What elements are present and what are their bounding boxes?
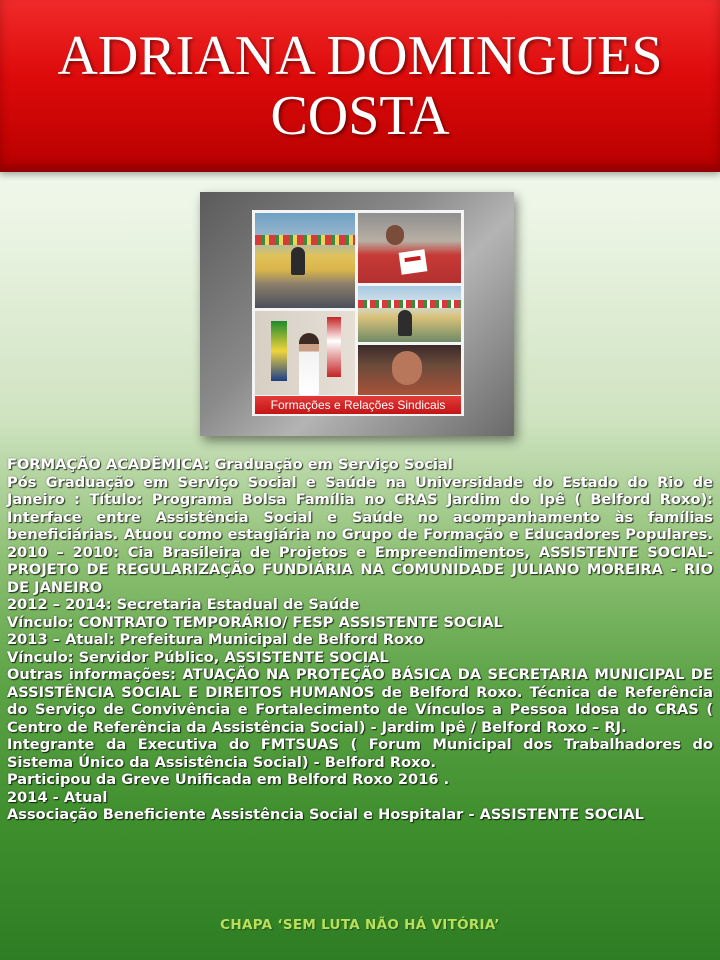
portrait-figure bbox=[299, 333, 319, 395]
photo-selfie bbox=[358, 345, 461, 395]
flowers-decoration bbox=[358, 300, 461, 308]
bio-line: Associação Beneficiente Assistência Social e Hospitalar - ASSISTENTE SOCIAL bbox=[7, 806, 644, 823]
title-line-2: COSTA bbox=[270, 85, 450, 147]
title-line-1: ADRIANA DOMINGUES bbox=[57, 25, 663, 87]
bio-line: 2012 – 2014: Secretaria Estadual de Saúde bbox=[7, 596, 360, 613]
protester-figure bbox=[386, 225, 404, 245]
photo-portrait-flags bbox=[255, 311, 355, 395]
photo-collage bbox=[252, 210, 464, 416]
footer-slogan: CHAPA ‘SEM LUTA NÃO HÁ VITÓRIA’ bbox=[220, 917, 500, 933]
photo-caption: Formações e Relações Sindicais bbox=[255, 396, 461, 414]
photo-event-stage bbox=[255, 213, 355, 308]
photo-event-speaker bbox=[358, 286, 461, 342]
bio-line: Vínculo: Servidor Público, ASSISTENTE SOCIAL bbox=[7, 648, 389, 666]
bio-line: Pós Graduação em Serviço Social e Saúde na Universidade do Estado do Rio de Janeiro : Título: Programa Bolsa Família no CRAS Jardim do Ipê ( Belford Roxo): Interface entre Assistência Social e Saúde no acompanhamento às famílias beneficiárias. Atuou como estagiária no Grupo de Formação e Educadores Populares. 2010 – 2010: Cia Brasileira de Projetos e Empreendimentos, ASSISTENTE SOCIAL-PROJETO DE REGULARIZAÇÃO FUNDIÁRIA NA COMUNIDADE JULIANO MOREIRA - RIO DE JANEIRO bbox=[7, 473, 713, 596]
bio-line: Integrante da Executiva do FMTSUAS ( Forum Municipal dos Trabalhadores do Sistema Único da Assistência Social) - Belford Roxo. bbox=[7, 736, 713, 771]
speaker-figure bbox=[398, 310, 412, 336]
flowers-decoration bbox=[255, 235, 355, 245]
photo-frame bbox=[200, 192, 514, 436]
photo-protest bbox=[358, 213, 461, 283]
flag-brazil bbox=[271, 321, 287, 381]
biography-text bbox=[7, 456, 713, 824]
selfie-face bbox=[392, 351, 422, 385]
title-banner bbox=[0, 0, 720, 172]
bio-line: 2014 - Atual bbox=[7, 788, 108, 806]
bio-line: FORMAÇÃO ACADÊMICA: Graduação em Serviço Social bbox=[7, 456, 453, 473]
protest-sign bbox=[399, 249, 428, 274]
speaker-figure bbox=[291, 247, 305, 275]
flag-red-white bbox=[327, 317, 341, 377]
bio-line: Outras informações: ATUAÇÃO NA PROTEÇÃO BÁSICA DA SECRETARIA MUNICIPAL DE ASSISTÊNCIA SOCIAL E DIREITOS HUMANOS de Belford Roxo. Técnica de Referência do Serviço de Convivência e Fortalecimento de Vínculos a Pessoa Idosa do CRAS ( Centro de Referência da Assistência Social) - Jardim Ipê / Belford Roxo – RJ. bbox=[7, 666, 713, 736]
bio-line: Participou da Greve Unificada em Belford Roxo 2016 . bbox=[7, 771, 450, 788]
bio-line: 2013 – Atual: Prefeitura Municipal de Belford Roxo bbox=[7, 631, 424, 648]
bio-line: Vínculo: CONTRATO TEMPORÁRIO/ FESP ASSISTENTE SOCIAL bbox=[7, 613, 503, 631]
